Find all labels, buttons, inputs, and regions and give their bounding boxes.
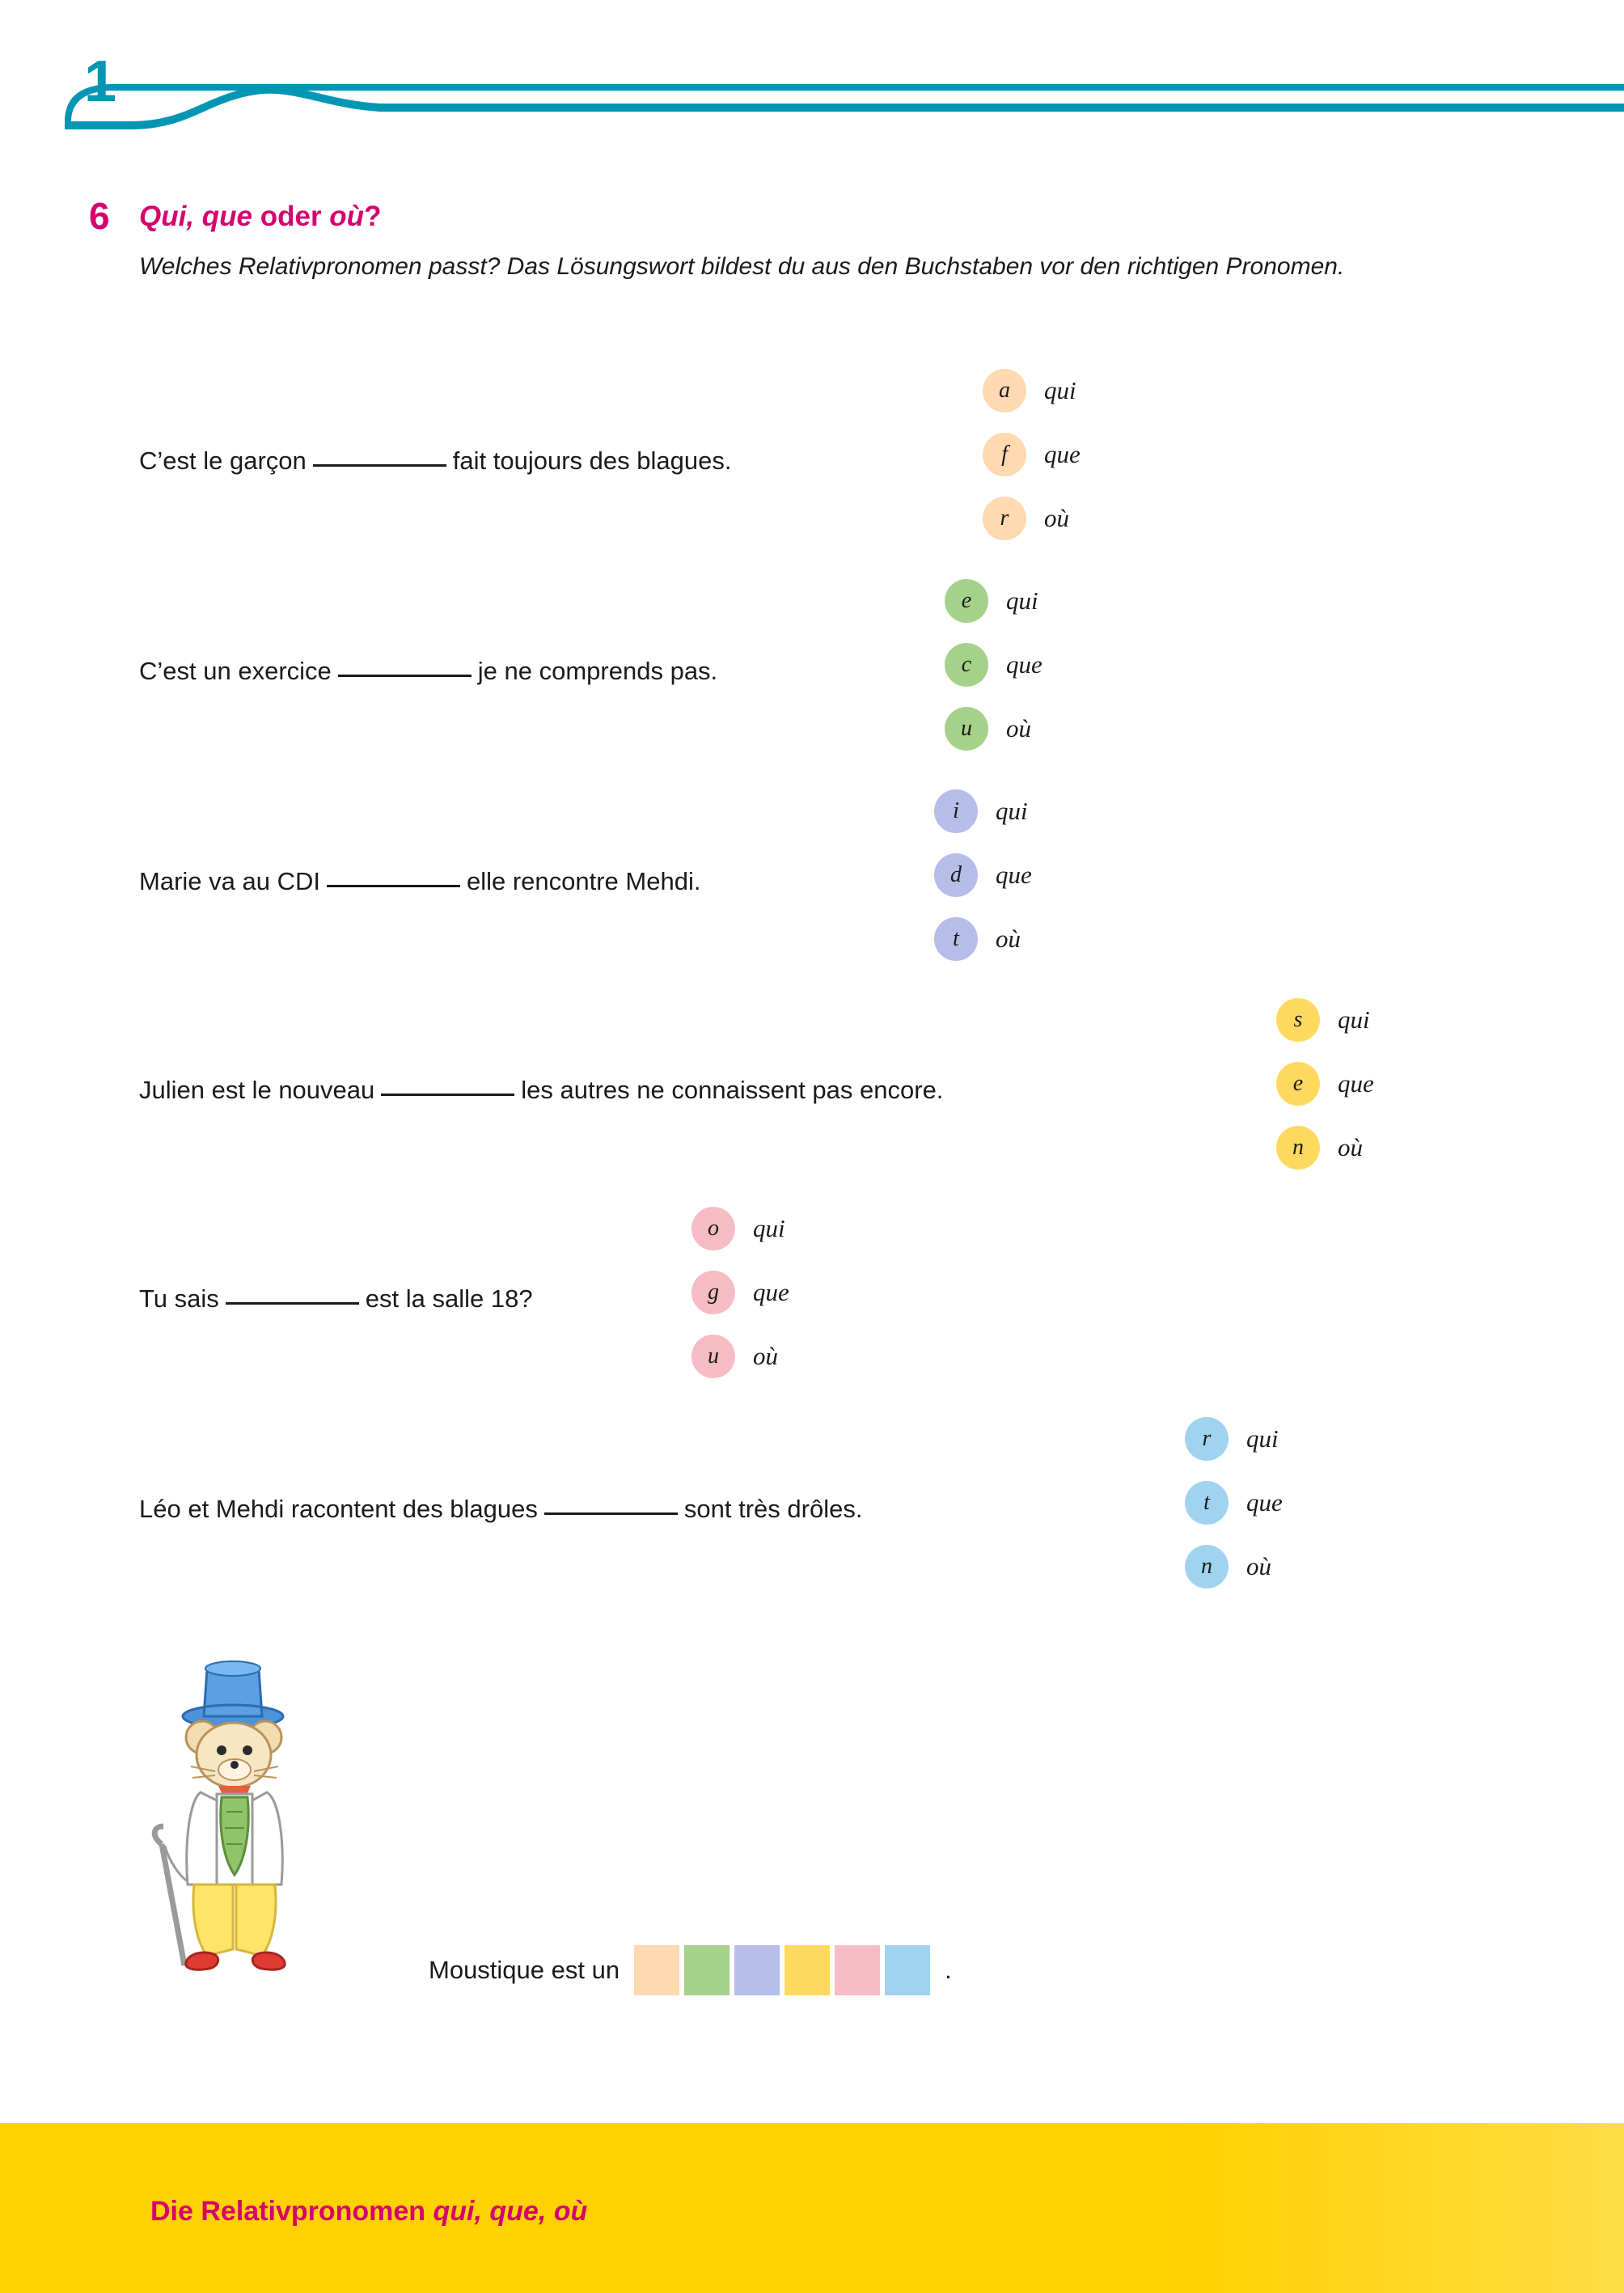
option-row[interactable] xyxy=(983,358,1081,422)
option-word[interactable]: que xyxy=(753,1277,789,1306)
sentence-3-blank[interactable] xyxy=(327,885,460,887)
sentence-6-after: sont très drôles. xyxy=(683,1495,863,1523)
option-letter[interactable]: e xyxy=(945,579,988,623)
solution-box-2[interactable] xyxy=(684,1945,730,1995)
sentence-2-after: je ne comprends pas. xyxy=(477,657,718,685)
solution-boxes xyxy=(634,1945,935,1995)
option-letter[interactable]: g xyxy=(691,1271,735,1314)
exercise-sentence-4 xyxy=(139,1076,943,1105)
footer-title xyxy=(150,2196,587,2227)
exercise-sentence-5 xyxy=(139,1284,533,1314)
option-row[interactable] xyxy=(983,486,1081,550)
sentence-4-blank[interactable] xyxy=(381,1094,514,1096)
option-row[interactable] xyxy=(1185,1470,1283,1534)
solution-box-5[interactable] xyxy=(835,1945,880,1995)
option-word[interactable]: où xyxy=(1006,713,1031,742)
exercise-title-part2: oder xyxy=(252,201,330,232)
option-word[interactable]: qui xyxy=(753,1213,785,1242)
option-row[interactable] xyxy=(983,422,1081,486)
option-word[interactable]: où xyxy=(1044,503,1069,532)
option-word[interactable]: qui xyxy=(996,796,1028,825)
option-letter[interactable]: n xyxy=(1276,1126,1320,1170)
option-word[interactable]: qui xyxy=(1044,375,1076,404)
option-word[interactable]: que xyxy=(996,860,1032,889)
sentence-6-blank[interactable] xyxy=(544,1512,678,1515)
exercise-instructions: Welches Relativpronomen passt? Das Lösungswort bildest du aus den Buchstaben vor den richtigen Pronomen. xyxy=(139,253,1345,280)
footer-title-part1: Die Relativpronomen xyxy=(150,2196,433,2227)
option-row[interactable] xyxy=(691,1260,789,1324)
exercise-title xyxy=(139,201,381,233)
option-word[interactable]: où xyxy=(996,924,1021,953)
exercise-title-part3: où xyxy=(329,201,365,232)
option-letter[interactable]: t xyxy=(934,917,978,961)
sentence-1-blank[interactable] xyxy=(313,464,446,467)
option-group-2 xyxy=(945,569,1042,760)
option-letter[interactable]: f xyxy=(983,433,1026,476)
sentence-5-before: Tu sais xyxy=(139,1284,219,1313)
sentence-4-after: les autres ne connaissent pas encore. xyxy=(521,1076,944,1104)
exercise-title-part1: Qui, que xyxy=(139,201,252,232)
sentence-6-before: Léo et Mehdi racontent des blagues xyxy=(139,1495,538,1523)
option-row[interactable] xyxy=(691,1196,789,1260)
sentence-2-before: C’est un exercice xyxy=(139,657,332,685)
option-letter[interactable]: d xyxy=(934,853,978,897)
exercise-sentence-3 xyxy=(139,867,700,896)
exercise-sentence-6 xyxy=(139,1495,862,1524)
option-row[interactable] xyxy=(945,696,1042,760)
page-header xyxy=(0,0,1624,162)
sentence-2-blank[interactable] xyxy=(338,675,472,677)
option-word[interactable]: que xyxy=(1044,439,1081,468)
exercise-number: 6 xyxy=(89,195,110,237)
option-group-3 xyxy=(934,779,1032,971)
option-row[interactable] xyxy=(1185,1534,1283,1598)
option-letter[interactable]: c xyxy=(945,643,988,687)
option-row[interactable] xyxy=(934,843,1032,907)
solution-box-6[interactable] xyxy=(885,1945,930,1995)
option-word[interactable]: où xyxy=(753,1341,778,1370)
option-group-5 xyxy=(691,1196,789,1388)
header-swoosh-graphic xyxy=(0,0,1624,162)
exercise-title-part4: ? xyxy=(364,201,382,232)
sentence-1-before: C’est le garçon xyxy=(139,446,307,475)
sentence-5-after: est la salle 18? xyxy=(365,1284,533,1313)
exercise-sentence-2 xyxy=(139,657,717,686)
option-row[interactable] xyxy=(1185,1407,1283,1470)
option-word[interactable]: que xyxy=(1006,649,1042,679)
option-letter[interactable]: t xyxy=(1185,1481,1229,1525)
sentence-1-after: fait toujours des blagues. xyxy=(452,446,732,475)
mascot-illustration xyxy=(137,1642,348,1990)
sentence-5-blank[interactable] xyxy=(226,1302,359,1305)
option-letter[interactable]: n xyxy=(1185,1545,1229,1589)
option-row[interactable] xyxy=(1276,1051,1374,1115)
option-word[interactable]: que xyxy=(1338,1068,1374,1098)
option-row[interactable] xyxy=(691,1324,789,1388)
option-row[interactable] xyxy=(934,907,1032,971)
sentence-3-after: elle rencontre Mehdi. xyxy=(466,867,701,895)
option-group-4 xyxy=(1276,988,1374,1179)
option-letter[interactable]: r xyxy=(1185,1417,1229,1461)
mascot-mouse-with-top-hat xyxy=(137,1642,348,1990)
option-row[interactable] xyxy=(945,569,1042,632)
solution-box-1[interactable] xyxy=(634,1945,679,1995)
option-word[interactable]: qui xyxy=(1006,586,1038,615)
option-word[interactable]: qui xyxy=(1246,1424,1279,1453)
option-word[interactable]: que xyxy=(1246,1487,1283,1517)
option-letter[interactable]: r xyxy=(983,497,1026,540)
option-letter[interactable]: i xyxy=(934,789,978,833)
option-letter[interactable]: u xyxy=(691,1335,735,1378)
option-letter[interactable]: s xyxy=(1276,998,1320,1042)
option-row[interactable] xyxy=(1276,988,1374,1051)
sentence-3-before: Marie va au CDI xyxy=(139,867,320,895)
option-row[interactable] xyxy=(934,779,1032,843)
chapter-number: 1 xyxy=(84,49,117,114)
footer-title-part2: qui, que, où xyxy=(433,2196,588,2227)
exercise-sentence-1 xyxy=(139,446,731,476)
option-letter[interactable]: u xyxy=(945,707,988,751)
solution-box-4[interactable] xyxy=(785,1945,830,1995)
option-row[interactable] xyxy=(945,632,1042,696)
solution-label: Moustique est un xyxy=(429,1956,620,1984)
option-word[interactable]: qui xyxy=(1338,1005,1370,1034)
sentence-4-before: Julien est le nouveau xyxy=(139,1076,375,1104)
solution-line xyxy=(429,1945,952,1995)
option-group-1 xyxy=(983,358,1081,550)
solution-period: . xyxy=(945,1956,952,1984)
option-row[interactable] xyxy=(1276,1115,1374,1179)
option-word[interactable]: où xyxy=(1338,1132,1363,1161)
option-word[interactable]: où xyxy=(1246,1551,1271,1580)
option-letter[interactable]: o xyxy=(691,1207,735,1250)
option-letter[interactable]: e xyxy=(1276,1062,1320,1106)
solution-box-3[interactable] xyxy=(734,1945,780,1995)
option-letter[interactable]: a xyxy=(983,369,1026,412)
option-group-6 xyxy=(1185,1407,1283,1598)
